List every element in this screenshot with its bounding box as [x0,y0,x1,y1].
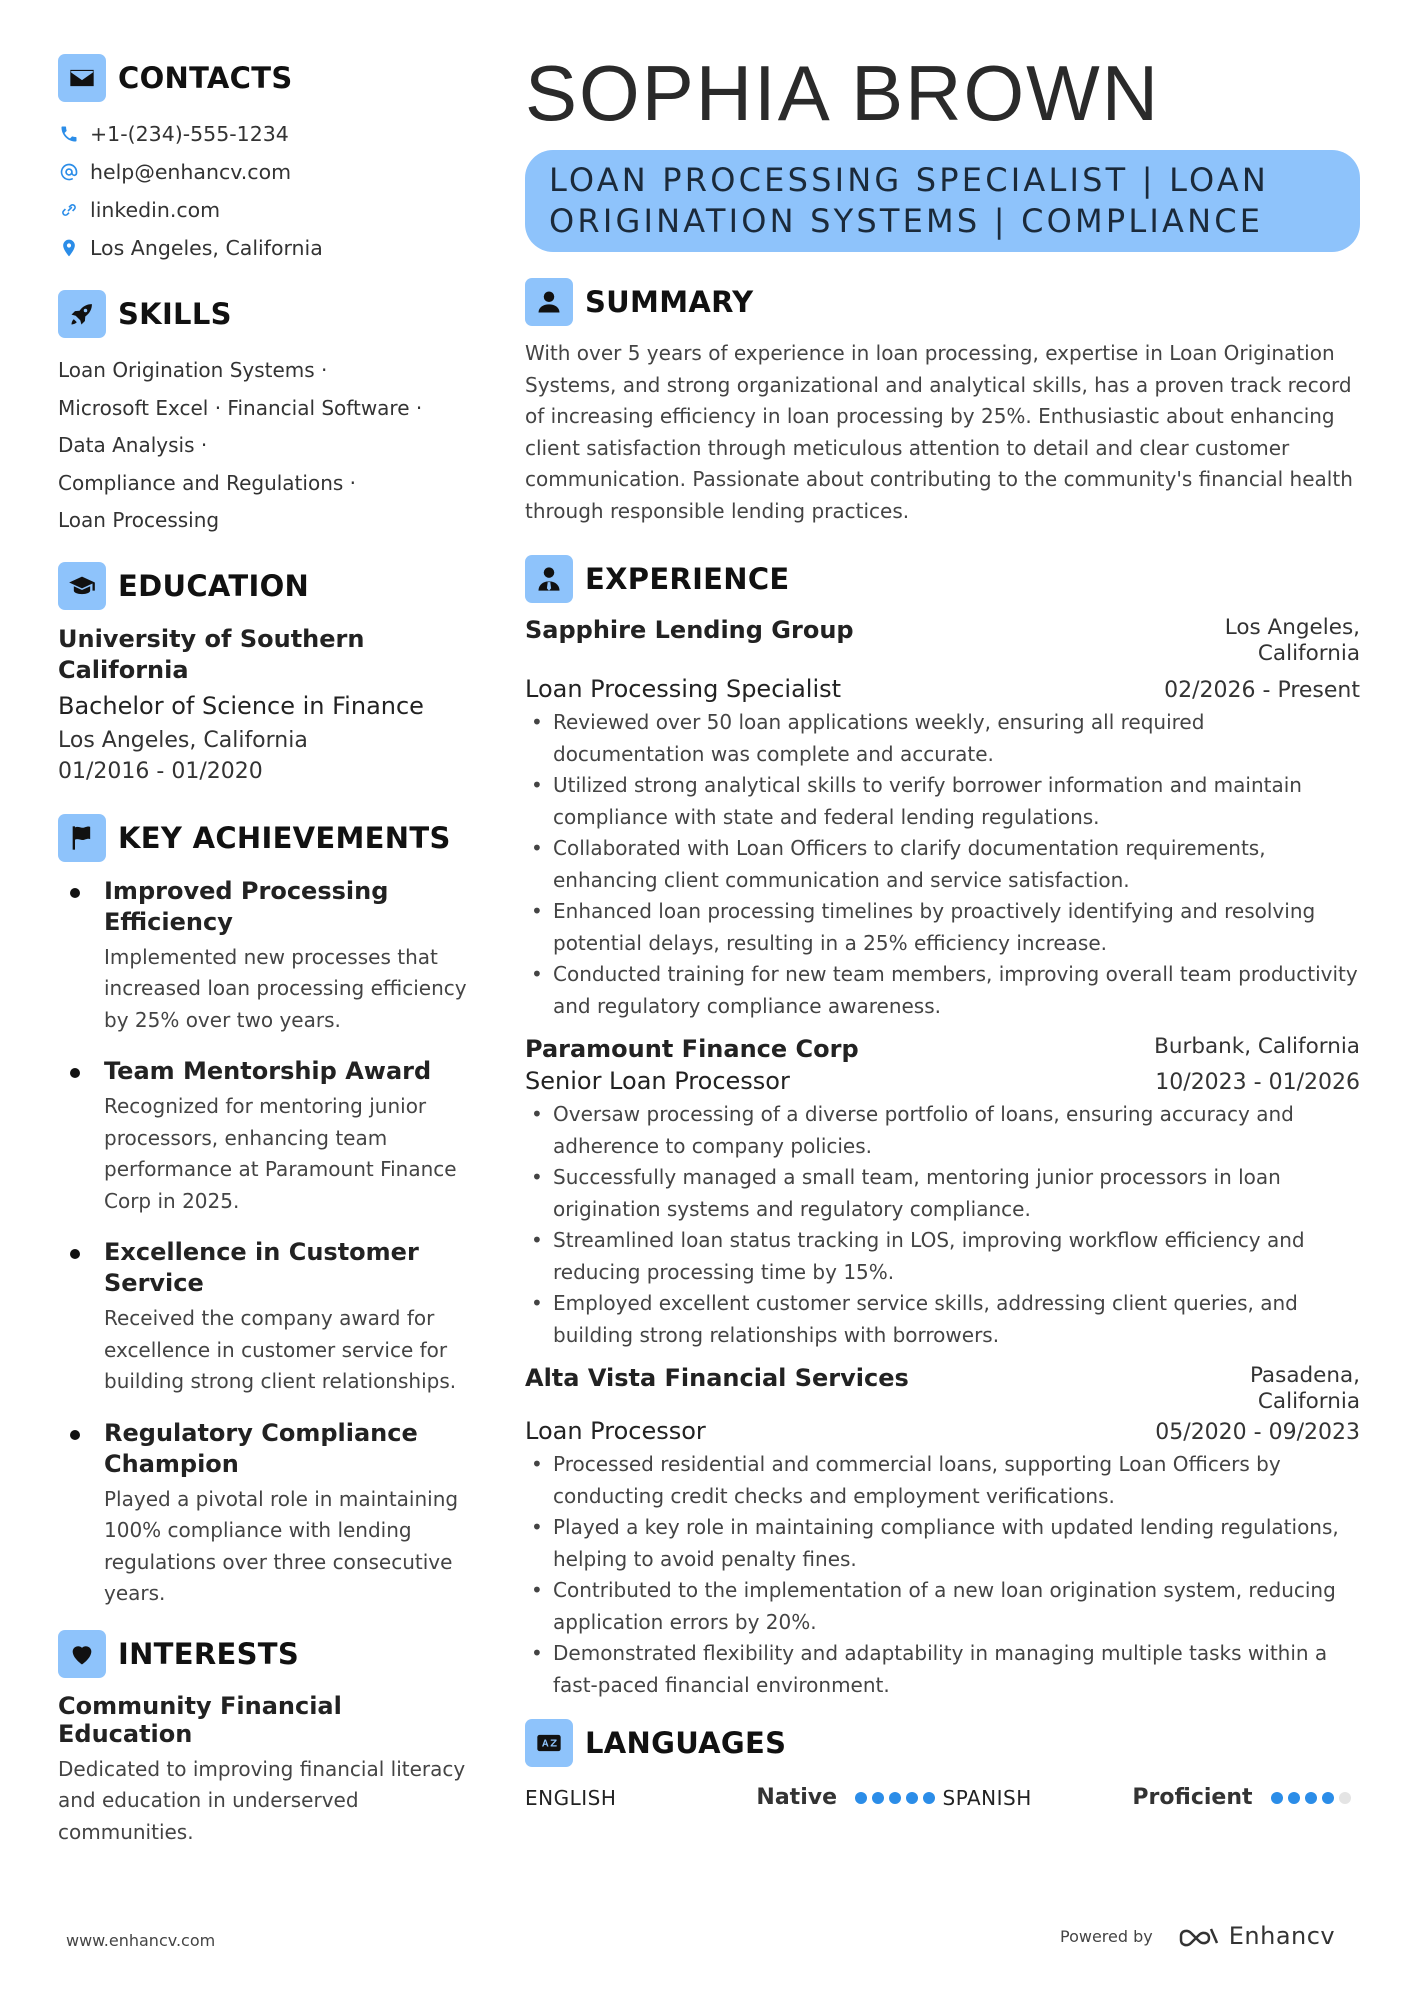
achievements-header [58,814,478,862]
contact-phone[interactable] [58,122,478,146]
achievement-item [58,876,478,1037]
job-location: Burbank, California [1154,1034,1360,1059]
language-name: ENGLISH [525,1785,617,1810]
job-bullet: • Contributed to the implementation of a new loan origination system, reducing application errors by 20%. [525,1575,1360,1638]
job-bullet: • Employed excellent customer service skills, addressing client queries, and building strong relationships with borrowers. [525,1288,1360,1351]
headline-banner [525,150,1360,252]
summary-section [525,278,1360,527]
businessman-icon [525,555,573,603]
interests-title: INTERESTS [118,1636,300,1671]
rating-dot-filled [872,1792,884,1804]
education-section [58,562,478,784]
achievement-title: Team Mentorship Award [104,1057,432,1085]
languages-list [525,1785,1360,1810]
candidate-name: SOPHIA BROWN [525,49,1161,137]
summary-text: With over 5 years of experience in loan processing, expertise in Loan Origination Systems, and strong organizational and analytical skills, has a proven track record of increasing efficiency in loan processing by 25%. Enthusiastic about enhancing client satisfaction through meticulous attention to detail and clear customer communication. Passionate about contributing to the community's financial health through responsible lending practices. [525,341,1353,523]
skills-header [58,290,478,338]
summary-header [525,278,1360,326]
job-entry [525,1363,1360,1701]
job-bullet: • Collaborated with Loan Officers to clarify documentation requirements, enhancing client communication and service satisfaction. [525,833,1360,896]
skill-line: Loan Origination Systems · [58,358,328,382]
job-bullet: • Oversaw processing of a diverse portfolio of loans, ensuring accuracy and adherence to company policies. [525,1099,1360,1162]
education-school: University of Southern California [58,624,365,684]
graduation-cap-icon [58,562,106,610]
job-entry [525,615,1360,1022]
job-bullet: • Processed residential and commercial loans, supporting Loan Officers by conducting credit checks and employment verifications. [525,1449,1360,1512]
experience-section [525,555,1360,1701]
skill-line: Compliance and Regulations · [58,470,356,495]
contact-phone-text: +1-(234)-555-1234 [90,122,289,146]
rating-dot-filled [1271,1792,1283,1804]
achievements-title: KEY ACHIEVEMENTS [118,820,451,855]
language-item [525,1785,943,1810]
languages-title: LANGUAGES [585,1726,787,1760]
enhancv-logo-icon [1177,1923,1221,1949]
job-bullets [525,1099,1360,1351]
job-dates: 10/2023 - 01/2026 [1155,1070,1360,1095]
job-role: Loan Processor [525,1417,706,1445]
achievement-item [58,1237,478,1398]
summary-title: SUMMARY [585,285,754,319]
flag-icon [58,814,106,862]
location-pin-icon [58,237,80,259]
interests-section [58,1630,478,1849]
job-bullet: • Streamlined loan status tracking in LOS, improving workflow efficiency and reducing processing time by 15%. [525,1225,1360,1288]
skill-line: Microsoft Excel · Financial Software · [58,395,423,420]
bullet-dot [70,1068,80,1078]
contact-linkedin-text: linkedin.com [90,198,221,222]
contact-location [58,236,478,260]
achievement-title: Improved Processing Efficiency [104,876,389,936]
experience-title: EXPERIENCE [585,562,790,596]
bullet-dot [70,888,80,898]
contacts-title: CONTACTS [118,61,293,95]
languages-section [525,1719,1360,1810]
job-company: Paramount Finance Corp [525,1035,859,1063]
job-role: Senior Loan Processor [525,1067,790,1095]
job-bullets [525,707,1360,1022]
job-location: Los Angeles, California [1224,615,1360,666]
powered-by-text: Powered by [1060,1926,1153,1946]
rating-dot-filled [855,1792,867,1804]
job-location: Pasadena, California [1249,1363,1360,1414]
skill-line: Data Analysis · [58,433,208,457]
footer-branding[interactable] [1060,1922,1335,1950]
envelope-icon [58,54,106,102]
contact-linkedin[interactable] [58,198,478,222]
rocket-icon [58,290,106,338]
education-location: Los Angeles, California [58,727,308,753]
bullet-dot [70,1249,80,1259]
achievement-title: Regulatory Compliance Champion [104,1418,418,1478]
job-company: Sapphire Lending Group [525,616,854,644]
skills-list [58,352,478,540]
left-column [58,54,478,1848]
job-bullet: • Reviewed over 50 loan applications weekly, ensuring all required documentation was complete and accurate. [525,707,1360,770]
job-entry [525,1034,1360,1351]
phone-icon [58,123,80,145]
rating-dot-filled [889,1792,901,1804]
contact-email-text: help@enhancv.com [90,160,292,184]
experience-header [525,555,1360,603]
rating-dot-filled [1305,1792,1317,1804]
job-bullet: • Conducted training for new team members, improving overall team productivity and regulatory compliance awareness. [525,959,1360,1022]
achievement-item [58,1056,478,1217]
education-degree: Bachelor of Science in Finance [58,691,424,720]
education-dates: 01/2016 - 01/2020 [58,758,263,784]
footer-website[interactable]: www.enhancv.com [66,1931,216,1950]
job-bullet: • Demonstrated flexibility and adaptability in managing multiple tasks within a fast-paced financial environment. [525,1638,1360,1701]
contact-email[interactable] [58,160,478,184]
bullet-dot [70,1430,80,1440]
user-icon [525,278,573,326]
interests-header [58,1630,478,1678]
skills-title: SKILLS [118,297,232,331]
languages-header [525,1719,1360,1767]
job-role: Loan Processing Specialist [525,675,842,703]
at-icon [58,161,80,183]
brand-name: Enhancv [1228,1922,1336,1950]
language-rating [855,1792,940,1804]
interest-desc: Dedicated to improving financial literacy and education in underserved communities. [58,1756,466,1844]
achievement-item [58,1418,478,1610]
achievement-title: Excellence in Customer Service [104,1238,419,1297]
job-bullet: • Utilized strong analytical skills to verify borrower information and maintain compliance with state and federal lending regulations. [525,770,1360,833]
job-bullet: • Successfully managed a small team, mentoring junior processors in loan origination systems and regulatory compliance. [525,1162,1360,1225]
translate-icon [525,1719,573,1767]
job-company: Alta Vista Financial Services [525,1364,909,1392]
language-rating [1271,1792,1356,1804]
heart-icon [58,1630,106,1678]
skill-line: Loan Processing [58,508,220,532]
contacts-section [58,54,478,260]
achievement-desc: Played a pivotal role in maintaining 100% compliance with lending regulations over three consecutive years. [104,1486,459,1605]
headline-text: LOAN PROCESSING SPECIALIST | LOAN ORIGINATION SYSTEMS | COMPLIANCE [549,161,1270,240]
education-header [58,562,478,610]
contact-location-text: Los Angeles, California [90,236,323,260]
skills-section [58,290,478,540]
right-column [525,49,1360,1810]
rating-dot-empty [1339,1792,1351,1804]
achievement-desc: Received the company award for excellence in customer service for building strong client relationships. [104,1306,457,1393]
education-title: EDUCATION [118,568,310,603]
rating-dot-filled [906,1792,918,1804]
achievements-section [58,814,478,1610]
language-level: Native [756,1785,837,1810]
achievement-desc: Recognized for mentoring junior processors, enhancing team performance at Paramount Finance Corp in 2025. [104,1094,457,1213]
link-icon [58,199,80,221]
rating-dot-filled [1288,1792,1300,1804]
job-dates: 05/2020 - 09/2023 [1155,1420,1360,1445]
interest-title: Community Financial Education [58,1691,342,1748]
job-bullet: • Enhanced loan processing timelines by proactively identifying and resolving potential delays, resulting in a 25% efficiency increase. [525,896,1360,959]
job-dates: 02/2026 - Present [1164,678,1360,703]
achievement-desc: Implemented new processes that increased loan processing efficiency by 25% over two years. [104,944,467,1032]
rating-dot-filled [1322,1792,1334,1804]
language-level: Proficient [1132,1785,1253,1810]
job-bullet: • Played a key role in maintaining compliance with updated lending regulations, helping to avoid penalty fines. [525,1512,1360,1575]
language-name: SPANISH [942,1785,1032,1810]
rating-dot-filled [923,1792,935,1804]
language-item [943,1785,1361,1810]
contacts-header [58,54,478,102]
job-bullets [525,1449,1360,1701]
